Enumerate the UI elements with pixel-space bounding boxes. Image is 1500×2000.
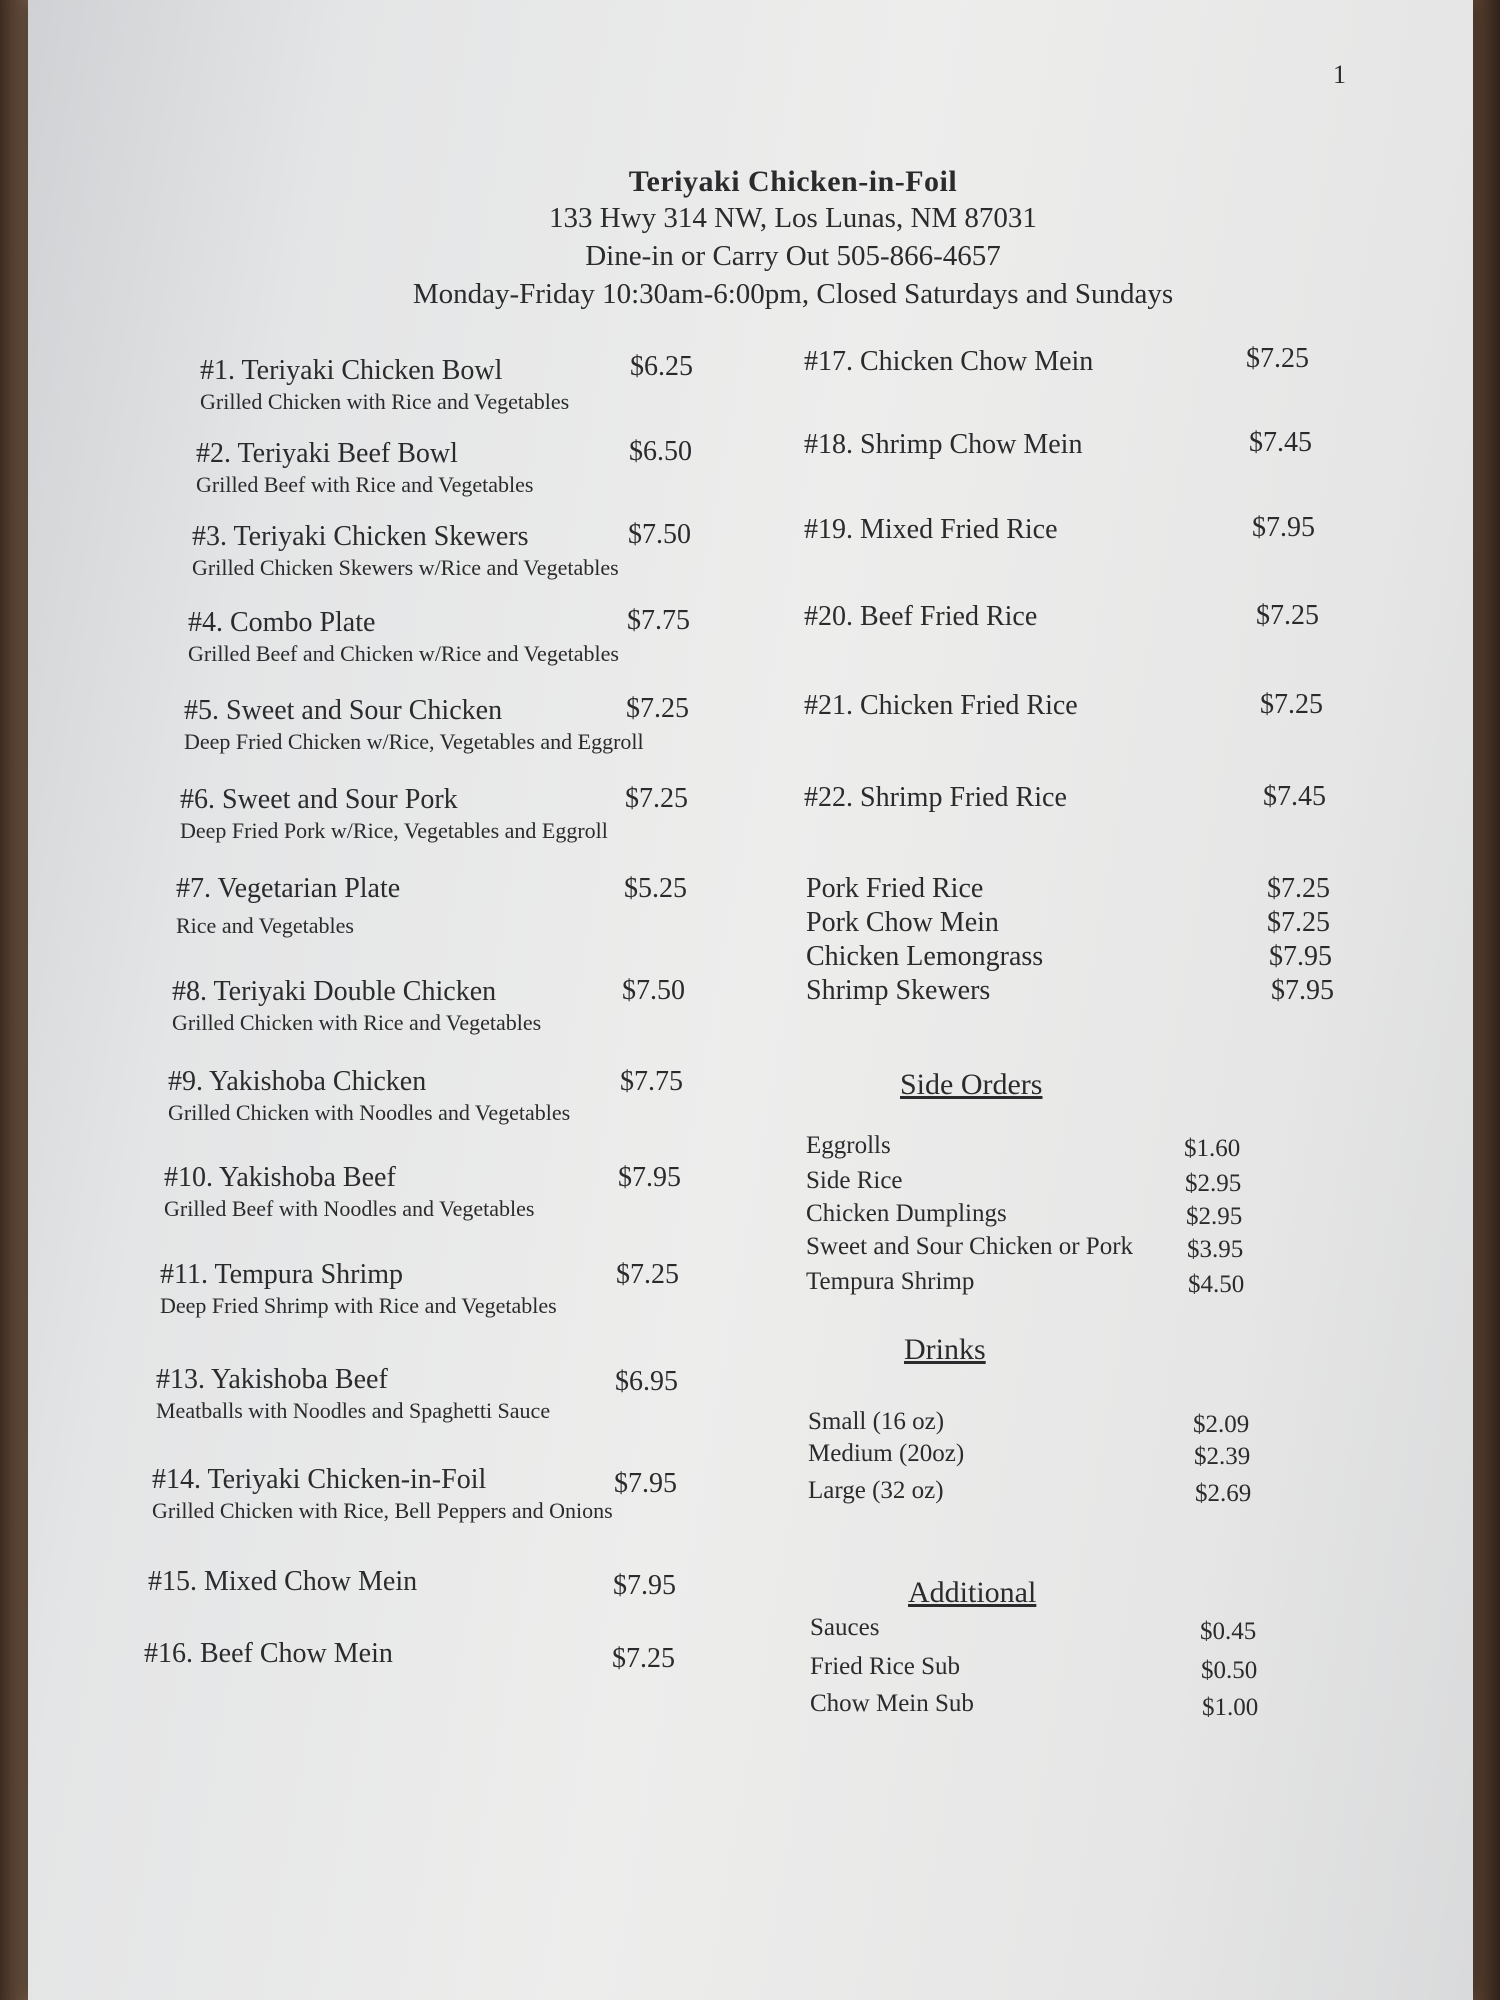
side-order-price: $2.95 [1186,1203,1243,1230]
menu-item-price: $7.50 [628,519,691,550]
menu-item-name: #8. Teriyaki Double Chicken [172,976,497,1007]
menu-item-name: #16. Beef Chow Mein [144,1638,393,1669]
menu-item-19: #19. Mixed Fried Rice [804,514,1058,545]
menu-item-name: #15. Mixed Chow Mein [148,1566,418,1597]
restaurant-hours: Monday-Friday 10:30am-6:00pm, Closed Saturdays and Sundays [412,278,1174,310]
additional-item: Chow Mein Sub [810,1690,974,1717]
menu-item-5 [184,695,644,755]
additional-heading: Additional [908,1576,1037,1609]
menu-item-name: #14. Teriyaki Chicken-in-Foil [152,1464,487,1495]
menu-item-price: $7.50 [622,975,685,1006]
restaurant-name: Teriyaki Chicken-in-Foil [628,165,958,198]
menu-item-name: #5. Sweet and Sour Chicken [184,695,503,726]
side-order-price: $3.95 [1187,1236,1244,1263]
additional-item: Fried Rice Sub [810,1653,960,1680]
menu-item-name: #3. Teriyaki Chicken Skewers [192,521,529,552]
menu-item-name: #10. Yakishoba Beef [164,1162,396,1193]
drink-price: $2.69 [1195,1480,1252,1507]
menu-item-price: $7.95 [1252,512,1315,543]
menu-item-1 [200,355,569,415]
menu-item-price: $6.25 [630,351,693,382]
menu-item-22: #22. Shrimp Fried Rice [804,782,1067,813]
side-order-item: Eggrolls [806,1132,891,1159]
menu-item-10 [164,1162,534,1222]
menu-item-desc: Meatballs with Noodles and Spaghetti Sauce [156,1398,551,1423]
menu-item-price: $7.25 [612,1643,675,1674]
menu-item-price: $7.25 [616,1259,679,1290]
menu-item-price: $7.25 [1256,600,1319,631]
menu-item-price: $7.45 [1263,781,1326,812]
menu-item-desc: Deep Fried Chicken w/Rice, Vegetables and Eggroll [184,729,644,754]
menu-item-price: $7.25 [1260,689,1323,720]
restaurant-phone: Dine-in or Carry Out 505-866-4657 [585,240,1001,272]
side-order-price: $4.50 [1188,1271,1245,1298]
menu-item-price: $7.95 [1271,975,1334,1006]
menu-item-desc: Grilled Chicken with Rice, Bell Peppers and Onions [152,1498,613,1523]
menu-item-4 [188,607,619,667]
menu-item-pork-chow-mein: Pork Chow Mein [806,907,999,938]
menu-item-pork-fried-rice: Pork Fried Rice [806,873,984,904]
menu-item-desc: Rice and Vegetables [176,913,354,938]
menu-item-15 [148,1566,417,1598]
additional-price: $0.50 [1201,1657,1258,1684]
menu-item-name: #6. Sweet and Sour Pork [180,784,458,815]
menu-item-name: #11. Tempura Shrimp [160,1259,404,1290]
menu-item-desc: Grilled Beef with Noodles and Vegetables [164,1196,535,1221]
menu-item-price: $6.50 [629,436,692,467]
menu-item-desc: Grilled Chicken Skewers w/Rice and Vegetables [192,555,619,580]
menu-item-18: #18. Shrimp Chow Mein [804,429,1083,460]
menu-item-price: $7.75 [627,605,690,636]
menu-item-16 [144,1638,393,1670]
menu-item-6 [180,784,608,844]
side-order-item: Chicken Dumplings [806,1200,1007,1227]
menu-item-price: $6.95 [615,1366,678,1397]
menu-item-desc: Grilled Chicken with Rice and Vegetables [200,389,570,414]
menu-item-desc: Grilled Chicken with Noodles and Vegetables [168,1100,571,1125]
menu-item-desc: Grilled Beef with Rice and Vegetables [196,472,534,497]
side-order-price: $2.95 [1185,1170,1242,1197]
drink-item: Small (16 oz) [808,1408,945,1435]
additional-item: Sauces [810,1614,880,1641]
page-number: 1 [1333,60,1346,89]
menu-item-8 [172,976,541,1036]
menu-item-name: #2. Teriyaki Beef Bowl [196,438,458,469]
menu-item-9 [168,1066,570,1126]
menu-item-17: #17. Chicken Chow Mein [804,346,1094,377]
menu-item-chicken-lemongrass: Chicken Lemongrass [806,941,1044,972]
menu-item-desc: Grilled Chicken with Rice and Vegetables [172,1010,542,1035]
menu-item-name: #7. Vegetarian Plate [176,873,401,904]
menu-item-11 [160,1259,557,1319]
menu-item-name: #13. Yakishoba Beef [156,1364,388,1395]
menu-item-price: $7.95 [614,1468,677,1499]
menu-item-name: #1. Teriyaki Chicken Bowl [200,355,503,386]
menu-item-21: #21. Chicken Fried Rice [804,690,1078,721]
menu-item-price: $7.95 [1269,941,1332,972]
menu-item-name: #9. Yakishoba Chicken [168,1066,427,1097]
drink-price: $2.09 [1193,1411,1250,1438]
menu-item-price: $7.25 [626,693,689,724]
drink-price: $2.39 [1194,1443,1251,1470]
menu-item-name: #4. Combo Plate [188,607,376,638]
menu-item-price: $7.45 [1249,427,1312,458]
menu-item-13 [156,1364,550,1424]
side-order-item: Sweet and Sour Chicken or Pork [806,1233,1134,1260]
side-order-price: $1.60 [1184,1135,1241,1162]
menu-item-price: $7.25 [1246,343,1309,374]
side-orders-heading: Side Orders [900,1068,1043,1101]
menu-item-price: $7.95 [613,1570,676,1601]
menu-item-shrimp-skewers: Shrimp Skewers [806,975,991,1006]
menu-item-price: $7.25 [1267,873,1330,904]
menu-item-desc: Deep Fried Pork w/Rice, Vegetables and Eggroll [180,818,608,843]
menu-item-price: $7.25 [1267,907,1330,938]
drinks-heading: Drinks [904,1333,986,1366]
drink-item: Medium (20oz) [808,1440,965,1467]
menu-item-price: $7.75 [620,1066,683,1097]
drink-item: Large (32 oz) [808,1477,944,1504]
menu-item-20: #20. Beef Fried Rice [804,601,1038,632]
menu-item-7 [176,873,400,939]
menu-item-desc: Deep Fried Shrimp with Rice and Vegetables [160,1293,557,1318]
menu-item-14 [152,1464,613,1524]
side-order-item: Side Rice [806,1167,903,1194]
menu-item-desc: Grilled Beef and Chicken w/Rice and Vegetables [188,641,619,666]
additional-price: $1.00 [1202,1694,1259,1721]
menu-item-price: $7.25 [625,783,688,814]
menu-page [28,0,1473,2000]
menu-item-3 [192,521,619,581]
additional-price: $0.45 [1200,1618,1257,1645]
restaurant-address: 133 Hwy 314 NW, Los Lunas, NM 87031 [549,202,1037,234]
menu-item-2 [196,438,533,498]
menu-header [328,165,1258,313]
menu-item-price: $5.25 [624,873,687,904]
menu-item-price: $7.95 [618,1162,681,1193]
side-order-item: Tempura Shrimp [806,1268,975,1295]
